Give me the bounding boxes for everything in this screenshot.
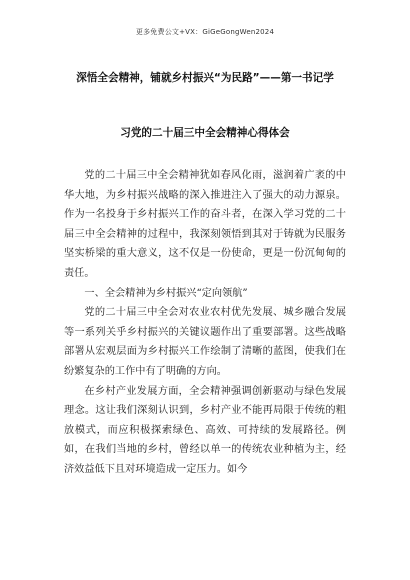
body-paragraph-intro: 党的二十届三中全会精神犹如春风化雨，滋润着广袤的中华大地，为乡村振兴战略的深入推进注入了强大的动力源泉。作为一名投身于乡村振兴工作的奋斗者，在深入学习党的二十届三中全会精神的过程中，我深刻领悟到其对于铸就为民服务坚实桥梁的重大意义，这不仅是一份使命，更是一份沉甸甸的责任。: [64, 170, 346, 279]
header-note: 更多免费公文+VX：GiGeGongWen2024: [135, 28, 275, 36]
document-title-line-2: 习党的二十届三中全会精神心得体会: [120, 127, 290, 139]
document-title-line-1: 深悟全会精神，铺就乡村振兴“为民路”——第一书记学: [76, 72, 334, 84]
body-paragraph-2: 党的二十届三中全会对农业农村优先发展、城乡融合发展等一系列关乎乡村振兴的关键议题作出了重要部署。这些战略部署从宏观层面为乡村振兴工作绘制了清晰的蓝图，使我们在纷繁复杂的工作中有了明确的方向。: [64, 307, 346, 377]
body-paragraph-3: 在乡村产业发展方面，全会精神强调创新驱动与绿色发展理念。这让我们深刻认识到，乡村产业不能再局限于传统的粗放模式，而应积极探索绿色、高效、可持续的发展路径。例如，在我们当地的乡村，曾经以单一的传统农业种植为主，经济效益低下且对环境造成一定压力。如今: [64, 385, 346, 475]
section-heading-1: 一、全会精神为乡村振兴“定向领航”: [84, 287, 248, 299]
document-body: [64, 166, 346, 480]
